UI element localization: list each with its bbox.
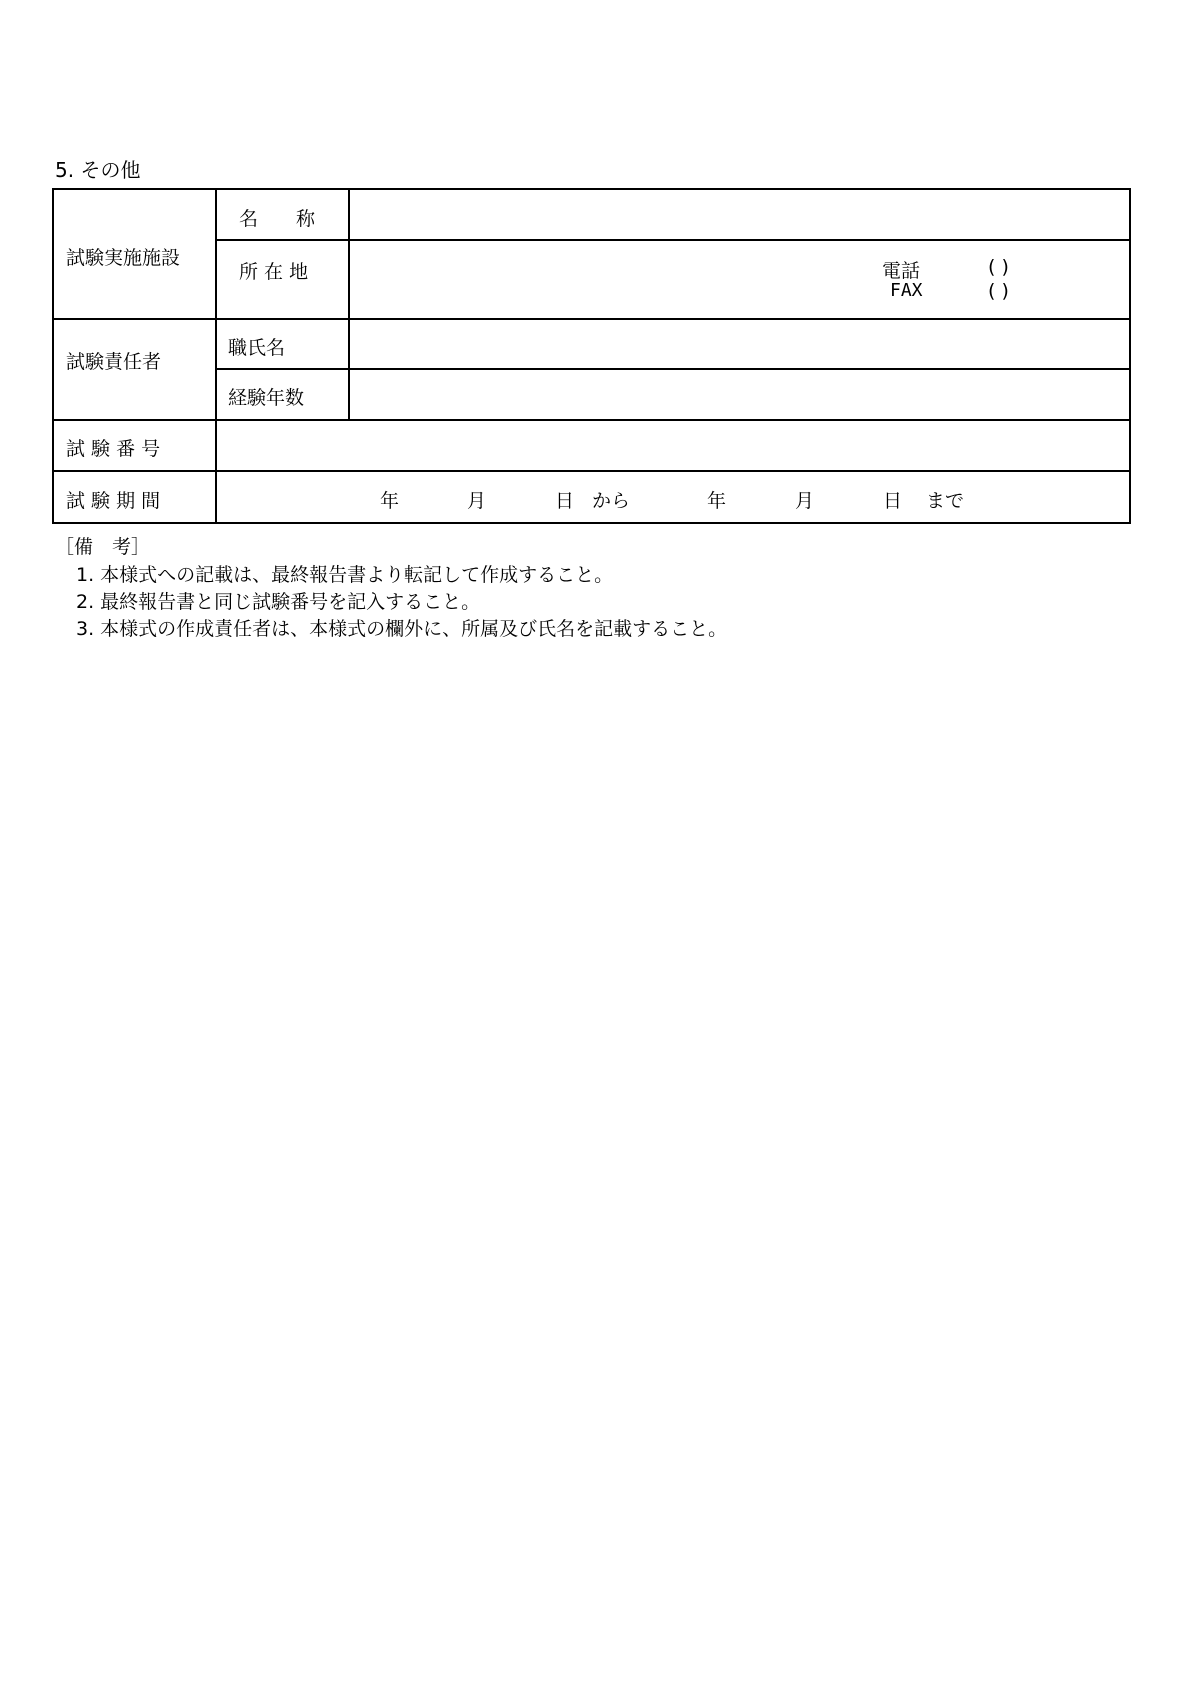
remark-item: 3. 本様式の作成責任者は、本様式の欄外に、所属及び氏名を記載すること。 bbox=[76, 618, 728, 640]
period-day-start: 日 bbox=[555, 490, 575, 512]
address-label: 所 在 地 bbox=[239, 261, 309, 283]
fax-field[interactable]: ( ) bbox=[988, 280, 1009, 302]
period-month-end: 月 bbox=[795, 490, 815, 512]
period-month-start: 月 bbox=[467, 490, 487, 512]
period-day-end: 日 bbox=[883, 490, 903, 512]
title-name-label: 職氏名 bbox=[228, 337, 286, 359]
phone-label: 電話 bbox=[882, 260, 921, 282]
phone-field[interactable]: ( ) bbox=[988, 256, 1009, 278]
title-name-field[interactable] bbox=[348, 320, 1129, 368]
experience-label: 経験年数 bbox=[228, 387, 305, 409]
remark-item: 2. 最終報告書と同じ試験番号を記入すること。 bbox=[76, 591, 481, 613]
fax-label: FAX bbox=[890, 280, 923, 301]
test-period-label: 試 験 期 間 bbox=[66, 490, 161, 512]
test-number-label: 試 験 番 号 bbox=[66, 438, 161, 460]
address-field[interactable] bbox=[348, 241, 1129, 318]
table-border-right bbox=[1129, 188, 1131, 524]
test-number-field[interactable] bbox=[217, 421, 1129, 470]
row-divider bbox=[52, 470, 1131, 472]
period-year-start: 年 bbox=[380, 490, 400, 512]
facility-label: 試験実施施設 bbox=[66, 247, 181, 269]
table-border-bottom bbox=[52, 522, 1131, 524]
table-border-left bbox=[52, 188, 54, 524]
period-from: から bbox=[592, 490, 631, 512]
period-until: まで bbox=[926, 490, 965, 512]
manager-label: 試験責任者 bbox=[66, 351, 162, 373]
experience-field[interactable] bbox=[348, 370, 1129, 419]
period-year-end: 年 bbox=[707, 490, 727, 512]
name-field[interactable] bbox=[348, 190, 1129, 239]
name-label: 名 称 bbox=[239, 208, 316, 230]
section-title: 5. その他 bbox=[55, 158, 141, 182]
remark-item: 1. 本様式への記載は、最終報告書より転記して作成すること。 bbox=[76, 564, 614, 586]
remarks-heading: ［備 考］ bbox=[55, 536, 151, 558]
col-divider bbox=[215, 188, 217, 524]
